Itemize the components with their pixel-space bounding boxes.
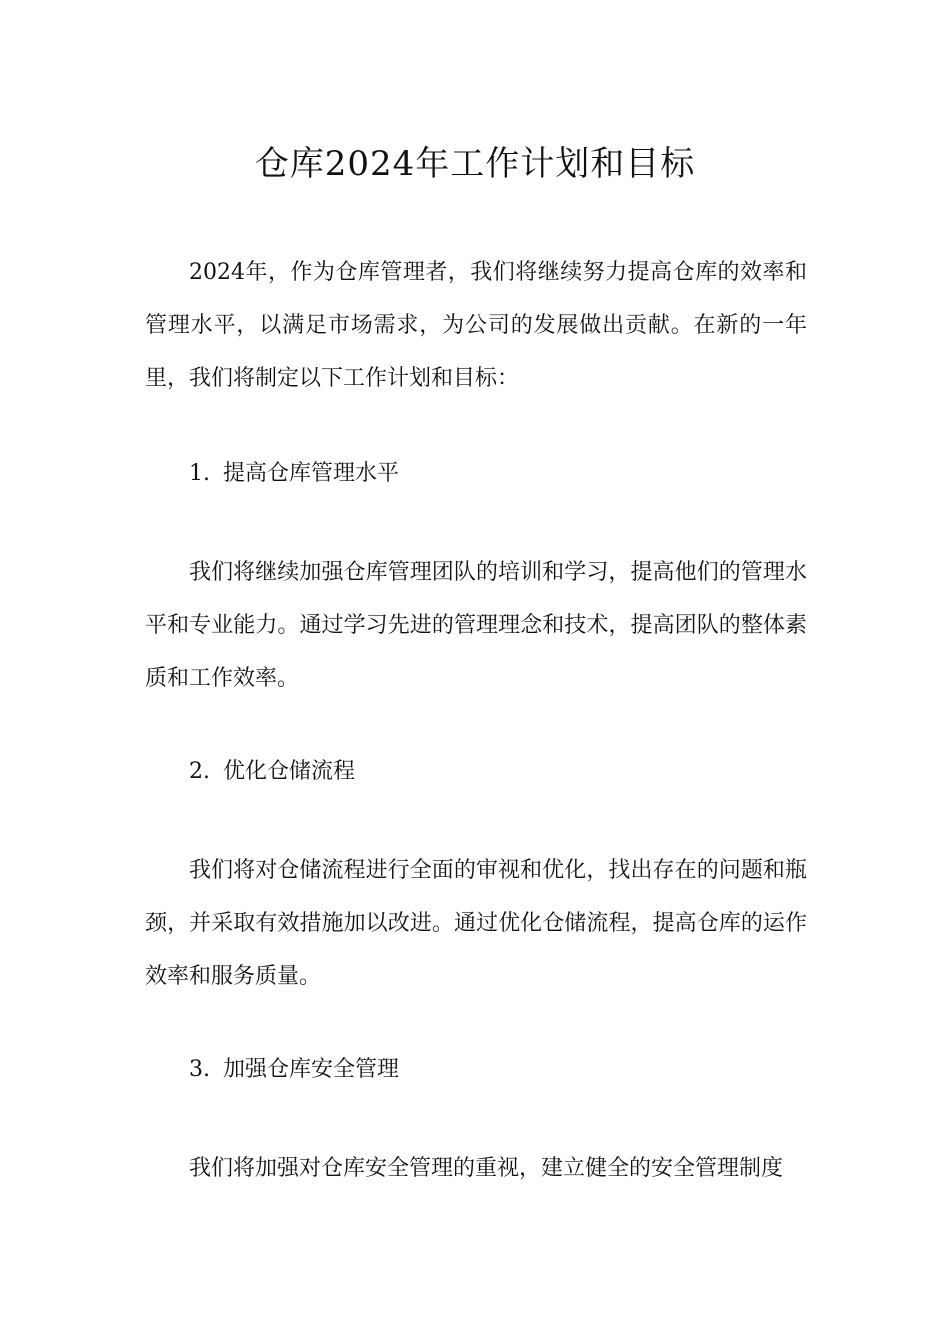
section-body-3: 我们将加强对仓库安全管理的重视，建立健全的安全管理制度	[189, 1156, 784, 1181]
section-number: 1.	[189, 461, 210, 486]
section-body-1: 我们将继续加强仓库管理团队的培训和学习，提高他们的管理水平和专业能力。通过学习先进的管理理念和技术，提高团队的整体素质和工作效率。	[145, 560, 807, 691]
intro-paragraph: 2024年，作为仓库管理者，我们将继续努力提高仓库的效率和管理水平，以满足市场需求，为公司的发展做出贡献。在新的一年里，我们将制定以下工作计划和目标：	[145, 260, 807, 391]
section-heading-3	[189, 1055, 399, 1085]
page-title: 仓库2024年工作计划和目标	[254, 144, 696, 184]
section-number: 2.	[189, 759, 210, 784]
section-body-2: 我们将对仓储流程进行全面的审视和优化，找出存在的问题和瓶颈，并采取有效措施加以改进。通过优化仓储流程，提高仓库的运作效率和服务质量。	[145, 858, 807, 989]
section-heading-text: 优化仓储流程	[223, 759, 356, 784]
section-heading-2	[189, 757, 355, 787]
section-heading-text: 提高仓库管理水平	[223, 461, 400, 486]
section-heading-1	[189, 459, 399, 489]
section-number: 3.	[189, 1057, 210, 1082]
section-heading-text: 加强仓库安全管理	[223, 1057, 400, 1082]
